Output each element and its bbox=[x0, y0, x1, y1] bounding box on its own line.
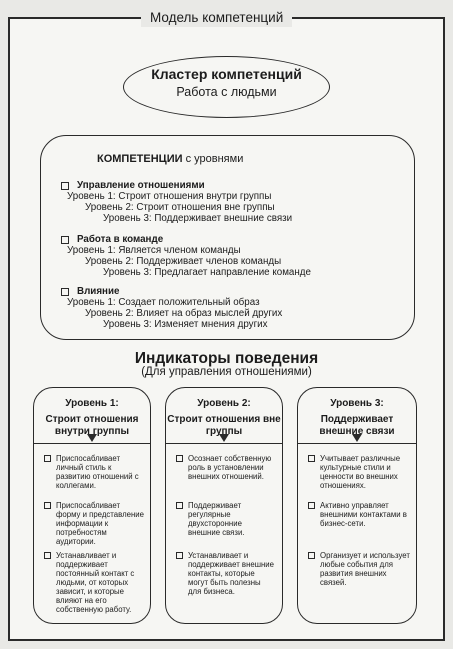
level-line: Уровень 1: Создает положительный образ bbox=[67, 297, 260, 308]
card-divider bbox=[34, 443, 150, 444]
card-name: Поддерживает внешние связи bbox=[319, 414, 395, 437]
indicator-item: Устанавливает и поддерживает внешние контакты, которые могут быть полезны для бизнеса. bbox=[176, 551, 276, 596]
indicator-card-level-1 bbox=[33, 387, 151, 624]
checkbox-icon bbox=[308, 552, 315, 559]
competency-group bbox=[61, 234, 311, 278]
indicator-item: Устанавливает и поддерживает постоянный контакт с людьми, от которых зависит, и которые влияют на его собственную работу. bbox=[44, 551, 144, 614]
arrow-down-icon bbox=[87, 434, 97, 442]
level-line: Уровень 1: Строит отношения внутри группы bbox=[67, 191, 272, 202]
card-heading bbox=[298, 398, 416, 438]
indicator-item: Приспосабливает личный стиль к развитию отношений с коллегами. bbox=[44, 454, 144, 490]
checkbox-icon bbox=[61, 288, 69, 296]
cluster-ellipse bbox=[123, 56, 330, 118]
checkbox-icon bbox=[176, 455, 183, 462]
card-divider bbox=[166, 443, 282, 444]
competencies-box bbox=[40, 135, 415, 340]
competencies-title bbox=[97, 153, 243, 165]
checkbox-icon bbox=[61, 236, 69, 244]
checkbox-icon bbox=[44, 455, 51, 462]
checkbox-icon bbox=[176, 502, 183, 509]
cluster-subtitle: Работа с людьми bbox=[176, 85, 277, 99]
checkbox-icon bbox=[308, 455, 315, 462]
group-heading: Работа в команде bbox=[61, 234, 311, 245]
competency-group bbox=[61, 286, 282, 330]
frame-title: Модель компетенций bbox=[141, 9, 292, 27]
checkbox-icon bbox=[176, 552, 183, 559]
level-line: Уровень 3: Поддерживает внешние связи bbox=[103, 213, 293, 224]
checkbox-icon bbox=[44, 502, 51, 509]
arrow-down-icon bbox=[352, 434, 362, 442]
card-divider bbox=[298, 443, 416, 444]
checkbox-icon bbox=[61, 182, 69, 190]
indicators-title: Индикаторы поведения bbox=[134, 350, 319, 367]
card-name: Строит отношения вне группы bbox=[167, 414, 281, 437]
competencies-title-rest: с уровнями bbox=[182, 153, 244, 165]
card-heading bbox=[34, 398, 150, 438]
indicator-item: Осознает собственную роль в установлении внешних отношений. bbox=[176, 454, 276, 481]
level-line: Уровень 2: Влияет на образ мыслей других bbox=[85, 308, 283, 319]
indicator-item: Организует и использует любые события для развития внешних связей. bbox=[308, 551, 410, 587]
level-line: Уровень 1: Является членом команды bbox=[67, 245, 241, 256]
group-heading: Управление отношениями bbox=[61, 180, 292, 191]
indicator-item: Поддерживает регулярные двухсторонние внешние связи. bbox=[176, 501, 276, 537]
competencies-title-bold: КОМПЕТЕНЦИИ bbox=[97, 153, 183, 165]
card-level: Уровень 1: bbox=[65, 398, 119, 409]
checkbox-icon bbox=[44, 552, 51, 559]
card-level: Уровень 3: bbox=[330, 398, 384, 409]
checkbox-icon bbox=[308, 502, 315, 509]
indicator-card-level-2 bbox=[165, 387, 283, 624]
level-line: Уровень 3: Изменяет мнения других bbox=[103, 319, 268, 330]
indicator-item: Учитывает различные культурные стили и ценности во внешних отношениях. bbox=[308, 454, 410, 490]
competency-group bbox=[61, 180, 292, 224]
card-name: Строит отношения внутри группы bbox=[45, 414, 139, 437]
indicator-item: Приспосабливает форму и представление информации к потребностям аудитории. bbox=[44, 501, 144, 546]
level-line: Уровень 3: Предлагает направление команде bbox=[103, 267, 311, 278]
group-heading: Влияние bbox=[61, 286, 282, 297]
indicator-item: Активно управляет внешними контактами в бизнес-сети. bbox=[308, 501, 410, 528]
card-heading bbox=[166, 398, 282, 438]
level-line: Уровень 2: Строит отношения вне группы bbox=[85, 202, 275, 213]
cluster-title: Кластер компетенций bbox=[151, 66, 302, 82]
indicators-subtitle: (Для управления отношениями) bbox=[141, 366, 312, 378]
arrow-down-icon bbox=[219, 434, 229, 442]
indicator-card-level-3 bbox=[297, 387, 417, 624]
card-level: Уровень 2: bbox=[197, 398, 251, 409]
level-line: Уровень 2: Поддерживает членов команды bbox=[85, 256, 282, 267]
